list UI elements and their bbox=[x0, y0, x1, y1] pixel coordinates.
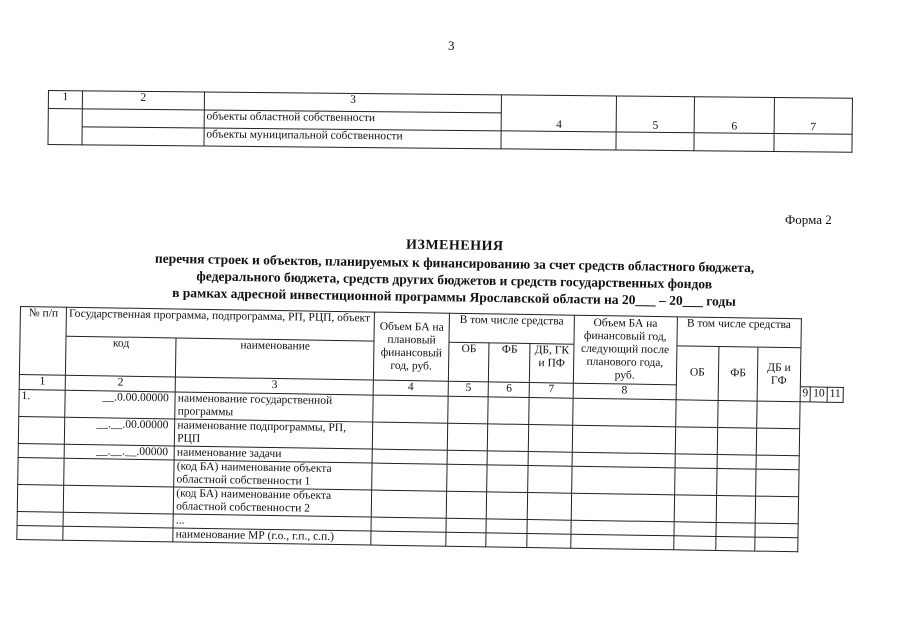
table-cell: 4 bbox=[502, 95, 617, 132]
document-heading bbox=[109, 232, 800, 311]
table-cell: 2 bbox=[82, 91, 204, 110]
table-cell bbox=[694, 133, 774, 152]
table-cell bbox=[48, 109, 82, 145]
row-name: наименование подпрограммы, РП, РЦП bbox=[175, 419, 373, 449]
heading-line: федерального бюджета, средств других бюджетов и средств государственных фондов bbox=[196, 268, 713, 292]
column-number: 7 bbox=[529, 383, 573, 399]
column-number: 11 bbox=[827, 387, 843, 402]
heading-line: перечня строек и объектов, планируемых к финансированию за счет средств областного бюджета, bbox=[154, 250, 755, 276]
row-name: наименование государственной программы bbox=[175, 392, 373, 422]
table-cell: объекты муниципальной собственности bbox=[204, 128, 502, 149]
col-ob-header: ОБ bbox=[448, 342, 489, 382]
table-cell bbox=[82, 127, 204, 146]
col-code-header: код bbox=[66, 336, 177, 377]
row-name: (код БА) наименование объекта областной собственности 2 bbox=[174, 487, 372, 517]
table-cell: объекты областной собственности bbox=[204, 110, 502, 131]
row-no bbox=[18, 457, 65, 485]
row-no bbox=[17, 484, 64, 512]
column-number: 8 bbox=[573, 383, 676, 400]
top-continuation-table bbox=[47, 90, 852, 153]
table-cell: 3 bbox=[204, 92, 502, 113]
row-no bbox=[17, 525, 63, 540]
row-name: (код БА) наименование объекта областной собственности 1 bbox=[174, 460, 372, 490]
table-cell: 5 bbox=[616, 96, 694, 133]
changes-table bbox=[16, 306, 845, 553]
table-cell bbox=[501, 131, 616, 150]
form-label: Форма 2 bbox=[785, 212, 832, 227]
column-number: 3 bbox=[175, 377, 373, 395]
table-cell bbox=[616, 132, 694, 151]
column-number: 1 bbox=[19, 374, 65, 390]
col-incl-header-2: В том числе средства bbox=[677, 317, 802, 348]
col-fb-header: ФБ bbox=[489, 343, 530, 383]
col-fb2-header: ФБ bbox=[718, 346, 758, 401]
col-program-header: Государственная программа, подпрограмма, РП, РЦП, объект bbox=[66, 307, 375, 341]
heading-line: в рамках адресной инвестиционной программы Ярославской области на 20___ – 20___ годы bbox=[172, 284, 736, 309]
col-volume-next-header: Объем БА на финансовый год, следующий после планового года, руб. bbox=[573, 315, 677, 385]
row-name: наименование МР (г.о., г.п., с.п.) bbox=[173, 528, 371, 545]
row-code: __.0.00.00000 bbox=[65, 390, 176, 419]
column-number: 5 bbox=[448, 381, 489, 397]
col-volume-plan-header: Объем БА на плановый финансовый год, руб. bbox=[374, 312, 450, 381]
table-cell bbox=[82, 109, 204, 128]
col-incl-header-1: В том числе средства bbox=[449, 313, 575, 344]
row-code: __.__.00.00000 bbox=[64, 417, 175, 446]
page-number: 3 bbox=[448, 38, 455, 53]
table-cell: 1 bbox=[48, 91, 82, 109]
column-number: 4 bbox=[373, 380, 448, 396]
column-number: 2 bbox=[65, 375, 175, 392]
column-number: 10 bbox=[811, 387, 828, 402]
column-number: 6 bbox=[489, 382, 530, 398]
col-ob2-header: ОБ bbox=[676, 346, 719, 401]
row-name: наименование задачи bbox=[174, 446, 372, 463]
col-dbgf-header: ДБ и ГФ bbox=[757, 347, 801, 402]
row-code bbox=[63, 526, 173, 542]
row-code bbox=[64, 458, 175, 487]
column-number: 9 bbox=[800, 387, 811, 402]
row-no bbox=[17, 511, 63, 526]
row-code bbox=[63, 485, 174, 514]
col-name-header: наименование bbox=[176, 338, 375, 380]
table-cell bbox=[774, 133, 852, 152]
row-no bbox=[18, 416, 65, 444]
row-no bbox=[18, 443, 64, 458]
col-dbgk-header: ДБ, ГК и ПФ bbox=[530, 344, 574, 384]
col-no-header: № п/п bbox=[19, 307, 66, 376]
table-cell: 7 bbox=[774, 97, 852, 134]
row-code: __.__.__.00000 bbox=[64, 444, 174, 460]
table-cell: 6 bbox=[694, 97, 774, 134]
row-no: 1. bbox=[19, 389, 66, 417]
heading-title: ИЗМЕНЕНИЯ bbox=[405, 237, 504, 255]
row-name: ... bbox=[173, 514, 371, 531]
